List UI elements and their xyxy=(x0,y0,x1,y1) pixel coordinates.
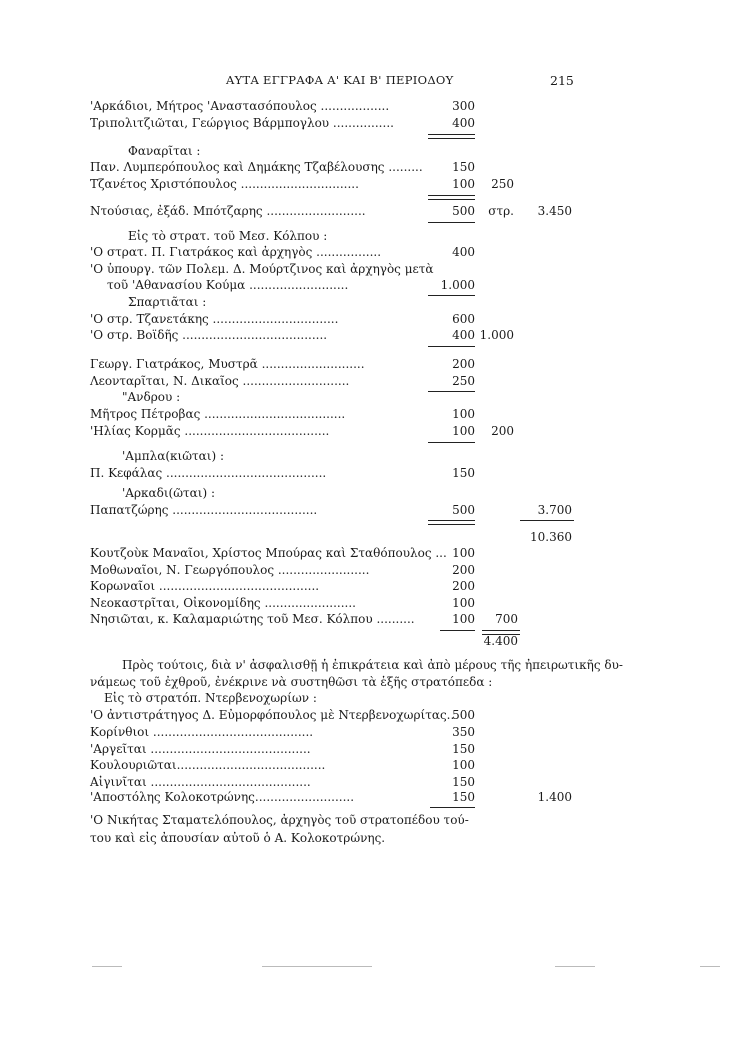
table-row: 'Ο ὑπουργ. τῶν Πολεμ. Δ. Μούρτζινος καὶ ἀρχηγὸς μετὰ xyxy=(90,262,434,276)
sum-rule xyxy=(428,222,475,223)
sum-rule xyxy=(428,195,475,200)
sum-rule xyxy=(428,520,475,525)
sum-rule xyxy=(428,391,475,392)
scan-artifact xyxy=(555,966,595,967)
sum-rule xyxy=(440,630,475,631)
table-row: 'Ο στρ. Τζανετάκης ................................. 600 xyxy=(90,312,475,326)
group-heading: Εἰς τὸ στρατ. τοῦ Μεσ. Κόλπου : xyxy=(128,229,328,243)
table-row: Π. Κεφάλας .......................................... 150 xyxy=(90,466,475,480)
subtotal-value: 1.000 xyxy=(479,328,514,342)
page-number: 215 xyxy=(550,73,574,88)
group-heading: 'Αρκαδι(ῶται) : xyxy=(122,486,216,500)
scan-artifact xyxy=(262,966,372,967)
table-row: Λεονταρῖται, Ν. Δικαῖος ............................ 250 xyxy=(90,374,475,388)
table-row: Κουτζοὺκ Μαναῖοι, Χρίστος Μπούρας καὶ Σταθόπουλος ... 100 xyxy=(90,546,475,560)
group-heading: "Ανδρου : xyxy=(122,390,181,404)
table-row: Ντούσιας, ἐξάδ. Μπότζαρης .......................... 500 xyxy=(90,204,475,218)
sum-rule xyxy=(520,520,574,521)
sum-rule xyxy=(428,442,475,443)
table-row: Νησιῶται, κ. Καλαμαριώτης τοῦ Μεσ. Κόλπου .......... 100 xyxy=(90,612,475,626)
table-row: τοῦ 'Αθανασίου Κούμα .......................... 1.000 xyxy=(107,278,475,292)
table-row: Μῆτρος Πέτροβας ..................................... 100 xyxy=(90,407,475,421)
sum-rule xyxy=(430,807,475,808)
grand-total-value: 4.400 xyxy=(483,634,518,648)
group-heading: 'Αμπλα(κιῶται) : xyxy=(122,449,225,463)
table-row: Τριπολιτζιῶται, Γεώργιος Βάρμπογλου ................ 400 xyxy=(90,116,475,130)
paragraph-line: νάμεως τοῦ ἐχθροῦ, ἐνέκρινε νὰ συστηθῶσι τὰ ἑξῆς στρατόπεδα : xyxy=(90,675,493,689)
sum-rule xyxy=(428,295,475,296)
table-row: Κορωναῖοι .......................................... 200 xyxy=(90,579,475,593)
sum-rule xyxy=(428,134,475,139)
table-row: Νεοκαστρῖται, Οἰκονομίδης ........................ 100 xyxy=(90,596,475,610)
table-row: 'Ο ἀντιστράτηγος Δ. Εὐμορφόπουλος μὲ Ντερβενοχωρίτας.. 500 xyxy=(90,708,475,722)
note-line: 'Ο Νικήτας Σταματελόπουλος, ἀρχηγὸς τοῦ στρατοπέδου τού- xyxy=(90,813,469,827)
sum-rule xyxy=(428,346,475,347)
camp-heading: Εἰς τὸ στρατόπ. Ντερβενοχωρίων : xyxy=(104,691,317,705)
subtotal-value: στρ. xyxy=(488,204,514,218)
subtotal-value: 200 xyxy=(491,424,514,438)
table-row: 'Αρκάδιοι, Μήτρος 'Αναστασόπουλος .................. 300 xyxy=(90,99,475,113)
running-header: ΑΥΤΑ ΕΓΓΡΑΦΑ Α' ΚΑΙ Β' ΠΕΡΙΟΔΟΥ xyxy=(226,73,454,87)
table-row: 'Αποστόλης Κολοκοτρώνης.......................... 150 xyxy=(90,790,475,804)
table-row: Αἰγινῖται .......................................... 150 xyxy=(90,775,475,789)
subtotal-value: 700 xyxy=(495,612,518,626)
table-row: 'Ο στρατ. Π. Γιατράκος καὶ ἀρχηγὸς ................. 400 xyxy=(90,245,475,259)
grand-total-value: 10.360 xyxy=(530,530,572,544)
group-heading: Σπαρτιᾶται : xyxy=(128,295,207,309)
scan-artifact xyxy=(92,966,122,967)
paragraph-line: Πρὸς τούτοις, διὰ ν' ἀσφαλισθῇ ἡ ἐπικράτεια καὶ ἀπὸ μέρους τῆς ἠπειρωτικῆς δυ- xyxy=(122,658,623,672)
table-row: 'Αργεῖται .......................................... 150 xyxy=(90,742,475,756)
table-row: 'Ηλίας Κορμᾶς ...................................... 100 xyxy=(90,424,475,438)
scan-artifact xyxy=(700,966,720,967)
table-row: Παν. Λυμπερόπουλος καὶ Δημάκης Τζαβέλουσης ......... 150 xyxy=(90,160,475,174)
group-heading: Φαναρῖται : xyxy=(128,144,201,158)
table-row: Παπατζώρης ...................................... 500 xyxy=(90,503,475,517)
table-row: Μοθωναῖοι, Ν. Γεωργόπουλος ........................ 200 xyxy=(90,563,475,577)
table-row: Γεωργ. Γιατράκος, Μυστρᾶ ........................... 200 xyxy=(90,357,475,371)
total-value: 3.700 xyxy=(537,503,572,517)
table-row: Κουλουριῶται....................................... 100 xyxy=(90,758,475,772)
note-line: του καὶ εἰς ἀπουσίαν αὐτοῦ ὁ Α. Κολοκοτρώνης. xyxy=(90,831,386,845)
table-row: Κορίνθιοι .......................................... 350 xyxy=(90,725,475,739)
table-row: Τζανέτος Χριστόπουλος ............................... 100 xyxy=(90,177,475,191)
subtotal-value: 250 xyxy=(491,177,514,191)
total-value: 1.400 xyxy=(537,790,572,804)
total-value: 3.450 xyxy=(537,204,572,218)
table-row: 'Ο στρ. Βοϊδῆς ...................................... 400 xyxy=(90,328,475,342)
